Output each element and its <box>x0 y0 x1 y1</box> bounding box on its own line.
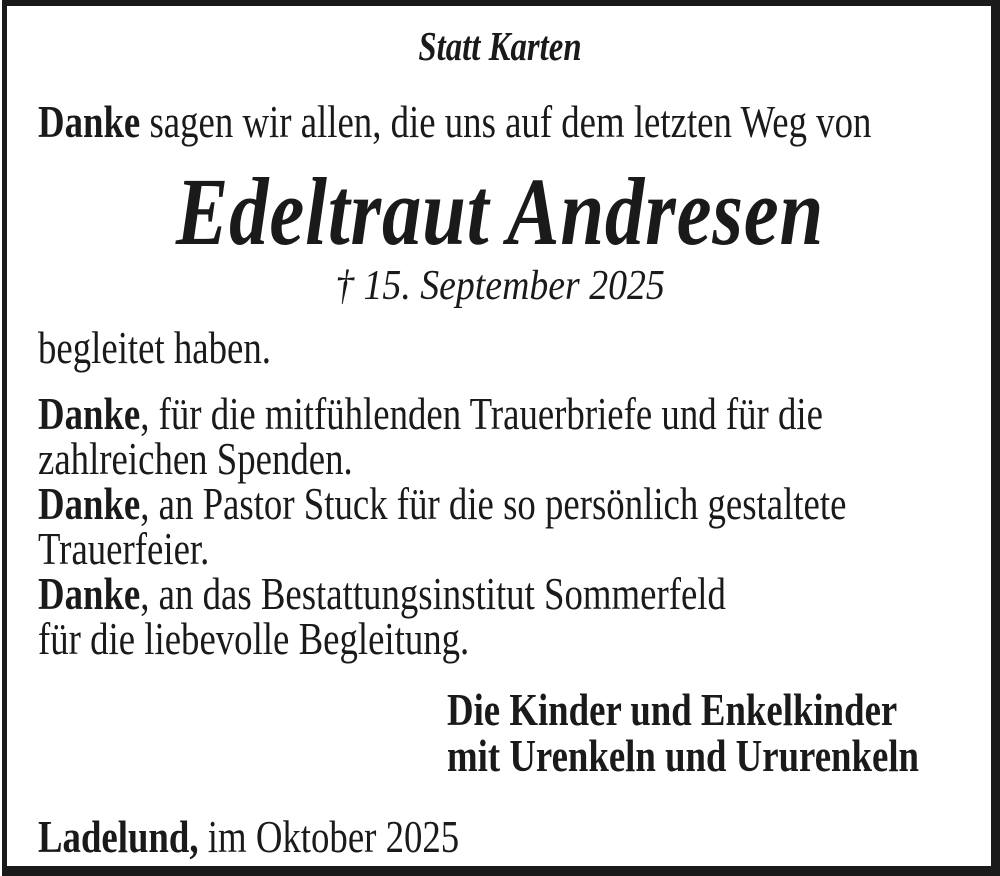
signature-line-2: mit Urenkeln und Ururenkeln <box>447 730 920 781</box>
intro-continuation: begleitet haben. <box>38 322 271 373</box>
intro-danke-bold: Danke <box>38 96 141 147</box>
thanks-3-line-2: für die liebevolle Begleitung. <box>38 613 470 664</box>
statt-karten-heading: Statt Karten <box>418 23 582 69</box>
place-name-bold: Ladelund, <box>38 811 199 862</box>
place-date-line <box>38 811 460 862</box>
thanks-3-danke-bold: Danke <box>38 568 141 619</box>
mourners-signature <box>447 684 920 781</box>
thanks-2-text: , an Pastor Stuck für die so persönlich gestaltete <box>140 478 847 529</box>
intro-line <box>38 96 872 147</box>
closing-date-text: im Oktober 2025 <box>198 811 460 862</box>
thanks-1-text: , für die mitfühlenden Trauerbriefe und für die <box>140 388 823 439</box>
thanks-1-danke-bold: Danke <box>38 388 141 439</box>
thanks-1-line-1 <box>38 388 846 439</box>
intro-rest-text: sagen wir allen, die uns auf dem letzten Weg von <box>140 96 872 147</box>
signature-line-1: Die Kinder und Enkelkinder <box>447 684 898 735</box>
thanks-paragraphs <box>38 388 847 664</box>
thanks-2-danke-bold: Danke <box>38 478 141 529</box>
thanks-2-line-2: Trauerfeier. <box>38 523 210 574</box>
thanks-1-line-2: zahlreichen Spenden. <box>38 433 353 484</box>
thanks-2-line-1 <box>38 478 847 529</box>
death-date: † 15. September 2025 <box>335 263 665 309</box>
thanks-3-line-1 <box>38 568 846 619</box>
deceased-name: Edeltraut Andresen <box>175 158 825 265</box>
thanks-3-text: , an das Bestattungsinstitut Sommerfeld <box>140 568 726 619</box>
